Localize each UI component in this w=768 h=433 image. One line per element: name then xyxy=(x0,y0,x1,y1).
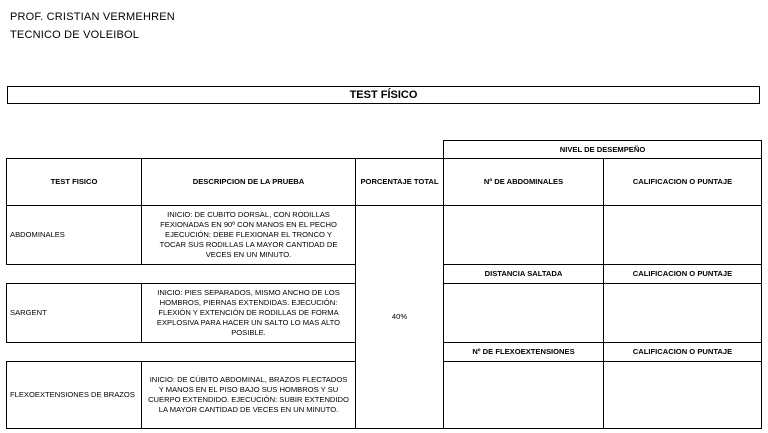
col-header-test: TEST FISICO xyxy=(6,158,142,206)
col-header-score-sargent: CALIFICACION O PUNTAJE xyxy=(603,264,762,284)
percentage-total-value: 40% xyxy=(355,205,444,429)
input-sargent-score[interactable] xyxy=(603,283,762,343)
col-header-metric-sargent: DISTANCIA SALTADA xyxy=(443,264,604,284)
col-header-metric-flexoextensiones: Nº DE FLEXOEXTENSIONES xyxy=(443,342,604,362)
col-header-description: DESCRIPCION DE LA PRUEBA xyxy=(141,158,356,206)
page-title: TEST FÍSICO xyxy=(7,86,760,104)
instructor-role: TECNICO DE VOLEIBOL xyxy=(10,29,140,41)
nivel-desempeno-header: NIVEL DE DESEMPEÑO xyxy=(443,140,762,159)
col-header-metric-abdominales: Nº DE ABDOMINALES xyxy=(443,158,604,206)
input-abdominales-score[interactable] xyxy=(603,205,762,265)
test-name-abdominales: ABDOMINALES xyxy=(6,205,142,265)
test-name-sargent: SARGENT xyxy=(6,283,142,343)
description-sargent: INICIO: PIES SEPARADOS, MISMO ANCHO DE LOS HOMBROS, PIERNAS EXTENDIDAS. EJECUCIÓN: FLEXIÓN Y EXTENCIÓN DE RODILLAS DE FORMA EXPLOSIVA PARA HACER UN SALTO LO MAS ALTO POSIBLE. xyxy=(141,283,356,343)
col-header-score-abdominales: CALIFICACION O PUNTAJE xyxy=(603,158,762,206)
description-flexoextensiones: INICIO: DE CÚBITO ABDOMINAL, BRAZOS FLECTADOS Y MANOS EN EL PISO BAJO SUS HOMBROS Y SU CUERPO EXTENDIDO. EJECUCIÓN: SUBIR EXTENDIDO LA MAYOR CANTIDAD DE VECES EN UN MINUTO. xyxy=(141,361,356,429)
col-header-percentage: PORCENTAJE TOTAL xyxy=(355,158,444,206)
input-sargent-distance[interactable] xyxy=(443,283,604,343)
input-flexoextensiones-score[interactable] xyxy=(603,361,762,429)
input-abdominales-count[interactable] xyxy=(443,205,604,265)
instructor-name: PROF. CRISTIAN VERMEHREN xyxy=(10,11,175,23)
col-header-score-flexoextensiones: CALIFICACION O PUNTAJE xyxy=(603,342,762,362)
input-flexoextensiones-count[interactable] xyxy=(443,361,604,429)
test-name-flexoextensiones: FLEXOEXTENSIONES DE BRAZOS xyxy=(6,361,142,429)
description-abdominales: INICIO: DE CUBITO DORSAL, CON RODILLAS FEXIONADAS EN 90º CON MANOS EN EL PECHO EJECUCIÓN: DEBE FLEXIONAR EL TRONCO Y TOCAR SUS RODILLAS LA MAYOR CANTIDAD DE VECES EN UN MINUTO. xyxy=(141,205,356,265)
